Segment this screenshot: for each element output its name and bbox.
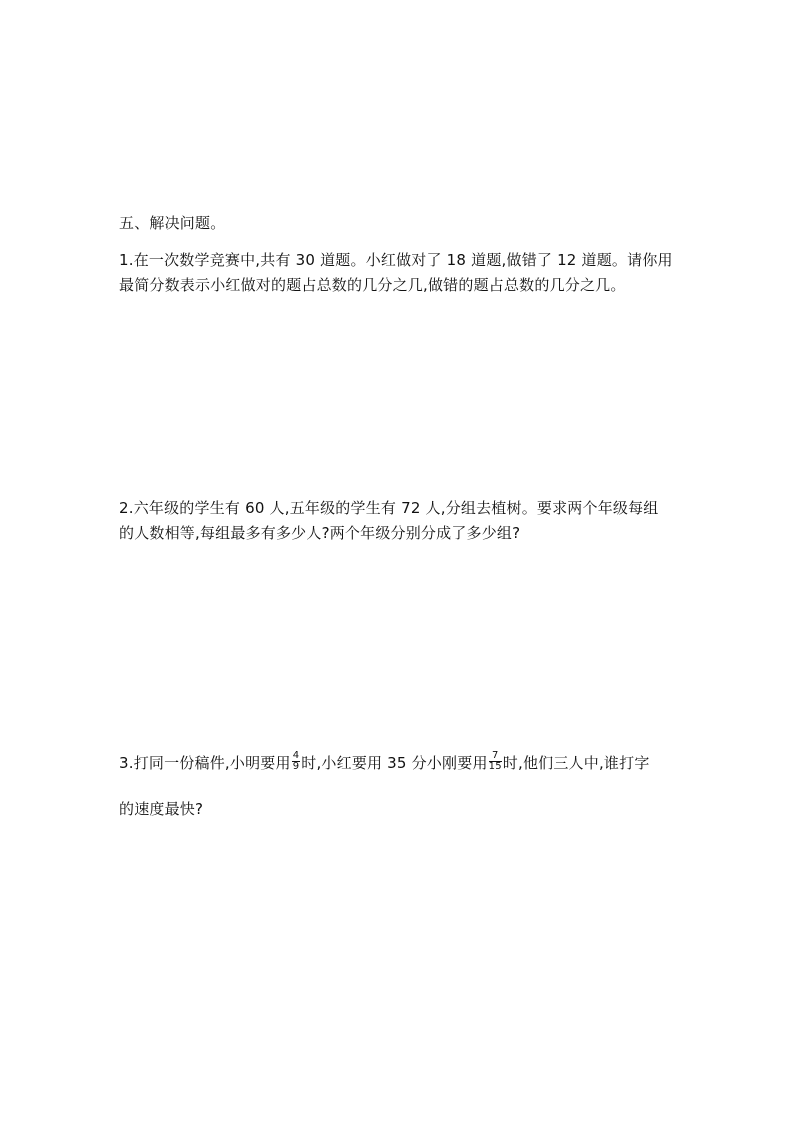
question-3-line-1: [119, 752, 650, 774]
question-3-line-2: 的速度最快?: [119, 800, 204, 818]
fraction-1-numerator: 4: [292, 750, 300, 761]
fraction-four-ninths: [292, 751, 301, 772]
section-title: 五、解决问题。: [119, 214, 226, 232]
question-3-text-part-2: 时,小红要用 35 分小刚要用: [301, 754, 488, 772]
fraction-2-denominator: 15: [488, 761, 502, 772]
fraction-1-denominator: 9: [292, 761, 300, 772]
question-3-text-part-3: 时,他们三人中,谁打字: [502, 754, 650, 772]
question-1-line-2: 最简分数表示小红做对的题占总数的几分之几,做错的题占总数的几分之几。: [119, 276, 626, 294]
fraction-2-numerator: 7: [489, 751, 502, 762]
question-2-line-1: 2.六年级的学生有 60 人,五年级的学生有 72 人,分组去植树。要求两个年级每组: [119, 499, 659, 517]
fraction-seven-fifteenths: [489, 751, 502, 772]
question-1-line-1: 1.在一次数学竞赛中,共有 30 道题。小红做对了 18 道题,做错了 12 道题。请你用: [119, 251, 673, 269]
question-2-line-2: 的人数相等,每组最多有多少人?两个年级分别分成了多少组?: [119, 524, 521, 542]
question-3-text-part-1: 3.打同一份稿件,小明要用: [119, 754, 291, 772]
